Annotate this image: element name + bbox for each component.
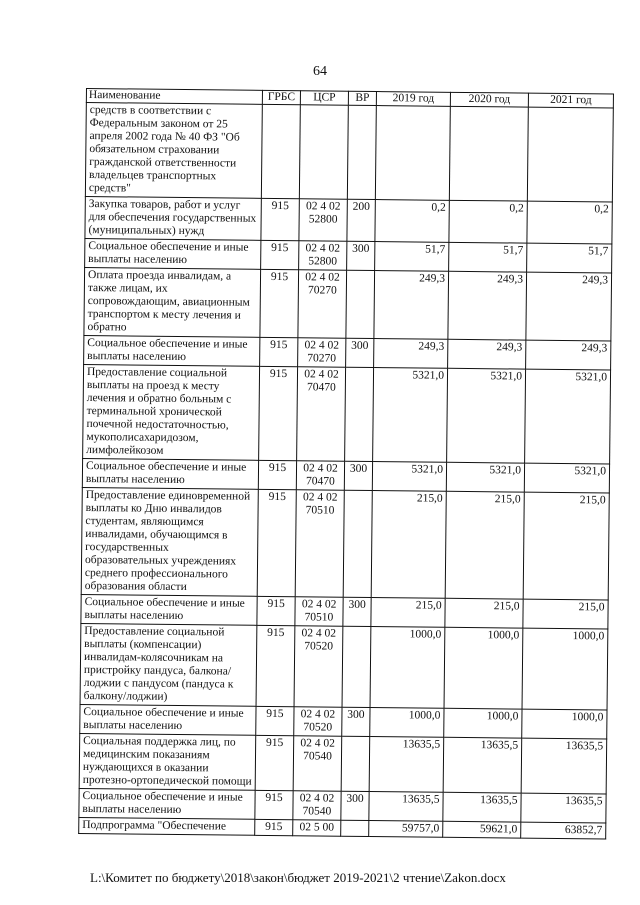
table-row	[80, 623, 608, 710]
cell-2020: 249,3	[448, 271, 527, 340]
cell-grbs: 915	[255, 819, 293, 835]
cell-name: Закупка товаров, работ и услуг для обеспечения государственных (муниципальных) нужд	[85, 196, 261, 240]
cell-2020: 215,0	[445, 491, 524, 599]
cell-2020: 51,7	[449, 242, 527, 272]
cell-2020: 5321,0	[446, 462, 524, 492]
cell-name: Социальное обеспечение и иные выплаты населению	[80, 704, 256, 735]
table-body	[79, 103, 614, 839]
cell-2021: 5321,0	[524, 463, 609, 493]
cell-csr: 02 4 02 70270	[298, 270, 347, 338]
cell-grbs: 915	[259, 366, 298, 460]
cell-csr: 02 4 02 70270	[298, 338, 346, 368]
cell-csr: 02 4 02 70540	[293, 736, 342, 791]
cell-2021: 51,7	[527, 243, 612, 273]
cell-2021: 249,3	[526, 272, 612, 341]
cell-name: Социальное обеспечение и иные выплаты населению	[82, 458, 258, 489]
cell-2019: 51,7	[375, 242, 449, 272]
cell-grbs: 915	[261, 240, 299, 269]
cell-2020: 1000,0	[444, 627, 523, 709]
header-csr: ЦСР	[300, 91, 348, 106]
cell-csr: 02 4 02 70520	[294, 707, 342, 737]
cell-2021: 1000,0	[522, 709, 607, 739]
cell-vr: 300	[344, 461, 372, 490]
cell-2020: 0,2	[449, 200, 527, 243]
cell-2020: 249,3	[448, 339, 526, 369]
cell-2021: 0,2	[527, 201, 612, 244]
cell-csr: 02 4 02 70520	[294, 626, 343, 707]
cell-vr: 200	[347, 199, 375, 241]
cell-2021: 215,0	[523, 492, 609, 600]
cell-2021: 215,0	[523, 599, 608, 629]
cell-2021: 1000,0	[522, 628, 608, 710]
cell-name: Предоставление социальной выплаты на проезд к месту лечения и обратно больным с терминальной хронической почечной недостаточностью, мукополисахаридозом, лимфолейкозом	[83, 364, 260, 460]
header-2020: 2020 год	[450, 92, 528, 107]
cell-2021: 13635,5	[521, 793, 606, 823]
cell-grbs	[261, 104, 300, 198]
table-row	[79, 733, 607, 794]
header-2021: 2021 год	[528, 93, 613, 108]
table-row	[81, 487, 609, 600]
cell-2021: 63852,7	[521, 822, 606, 839]
cell-2019: 59757,0	[369, 821, 443, 838]
cell-2020: 5321,0	[447, 368, 526, 463]
cell-2019: 13635,5	[369, 792, 443, 822]
cell-2019: 0,2	[375, 200, 449, 243]
table-row	[84, 267, 612, 341]
cell-csr: 02 5 00	[293, 820, 341, 837]
cell-grbs: 915	[260, 269, 299, 337]
cell-csr: 02 4 02 70510	[295, 490, 344, 597]
cell-csr: 02 4 02 70540	[293, 791, 341, 821]
cell-2019: 215,0	[371, 491, 446, 599]
table-row	[85, 196, 612, 244]
cell-2019	[375, 106, 450, 201]
cell-vr: 300	[346, 338, 374, 367]
cell-2019: 5321,0	[373, 368, 448, 463]
cell-2021: 5321,0	[525, 369, 611, 464]
cell-csr: 02 4 02 70470	[296, 461, 344, 491]
page-number: 64	[313, 64, 327, 79]
cell-vr	[342, 626, 371, 707]
cell-csr: 02 4 02 52800	[299, 199, 347, 242]
cell-name: Социальная поддержка лиц, по медицинским показаниям нуждающихся в оказании протезно-ортопедической помощи	[79, 733, 256, 790]
cell-vr: 300	[347, 241, 375, 270]
cell-name: Предоставление единовременной выплаты ко Дню инвалидов студентам, являющимся инвалидами, обучающимся в государственных образовательных учреждениях среднего профессионального образования области	[81, 487, 258, 596]
cell-name: Социальное обеспечение и иные выплаты населению	[84, 335, 260, 366]
cell-2020: 215,0	[445, 598, 523, 628]
cell-grbs: 915	[256, 706, 294, 735]
cell-2020: 1000,0	[444, 708, 522, 738]
cell-vr: 300	[341, 791, 369, 820]
cell-vr: 300	[342, 707, 370, 736]
table-row	[83, 364, 611, 464]
cell-name: Оплата проезда инвалидам, а также лицам, их сопровождающим, авиационным транспортом к месту лечения и обратно	[84, 267, 261, 337]
table-row	[85, 103, 613, 203]
cell-2020: 59621,0	[443, 821, 521, 838]
cell-name: Предоставление социальной выплаты (компенсации) инвалидам-колясочникам на пристройку пандуса, балкона/лоджии с пандусом (пандуса к балкону/лоджии)	[80, 623, 257, 706]
header-grbs: ГРБС	[262, 90, 300, 104]
cell-2019: 249,3	[374, 271, 449, 340]
cell-2019: 249,3	[374, 339, 448, 369]
cell-grbs: 915	[257, 489, 296, 596]
cell-name: средств в соответствии с Федеральным законом от 25 апреля 2002 года № 40 ФЗ "Об обязательном страховании гражданской ответственности владельцев транспортных средств"	[85, 103, 262, 199]
cell-grbs: 915	[257, 596, 295, 625]
cell-grbs: 915	[258, 460, 296, 489]
cell-2020: 13635,5	[443, 737, 522, 793]
cell-name: Подпрограмма "Обеспечение	[79, 817, 255, 835]
cell-csr	[299, 105, 348, 199]
cell-2020: 13635,5	[443, 792, 521, 822]
cell-vr	[341, 820, 369, 836]
header-name: Наименование	[86, 89, 262, 105]
cell-2019: 1000,0	[370, 627, 445, 709]
cell-grbs: 915	[261, 198, 299, 240]
cell-grbs: 915	[256, 625, 295, 706]
cell-name: Социальное обеспечение и иные выплаты населению	[85, 238, 261, 269]
cell-name: Социальное обеспечение и иные выплаты населению	[79, 788, 255, 819]
cell-vr	[341, 736, 370, 791]
cell-vr	[346, 270, 375, 338]
cell-vr	[343, 490, 372, 597]
header-vr: ВР	[348, 91, 376, 105]
cell-csr: 02 4 02 70510	[295, 597, 343, 627]
cell-2019: 215,0	[371, 598, 445, 628]
cell-2021	[527, 107, 613, 202]
cell-2020	[449, 106, 528, 201]
cell-csr: 02 4 02 70470	[297, 367, 346, 461]
cell-grbs: 915	[255, 735, 294, 790]
cell-2019: 13635,5	[369, 737, 444, 793]
cell-vr: 300	[343, 597, 371, 626]
cell-vr	[347, 105, 376, 199]
cell-grbs: 915	[255, 790, 293, 819]
cell-2019: 1000,0	[370, 708, 444, 738]
cell-2021: 249,3	[526, 340, 611, 370]
footer-file-path: L:\Комитет по бюджету\2018\закон\бюджет 2019-2021\2 чтение\Zakon.docx	[90, 870, 506, 885]
cell-2019: 5321,0	[372, 462, 446, 492]
cell-csr: 02 4 02 52800	[299, 241, 347, 271]
cell-2021: 13635,5	[521, 738, 607, 794]
cell-name: Социальное обеспечение и иные выплаты населению	[81, 594, 257, 625]
cell-vr	[345, 367, 374, 461]
cell-grbs: 915	[260, 337, 298, 366]
budget-table	[78, 88, 614, 839]
header-2019: 2019 год	[376, 92, 450, 107]
